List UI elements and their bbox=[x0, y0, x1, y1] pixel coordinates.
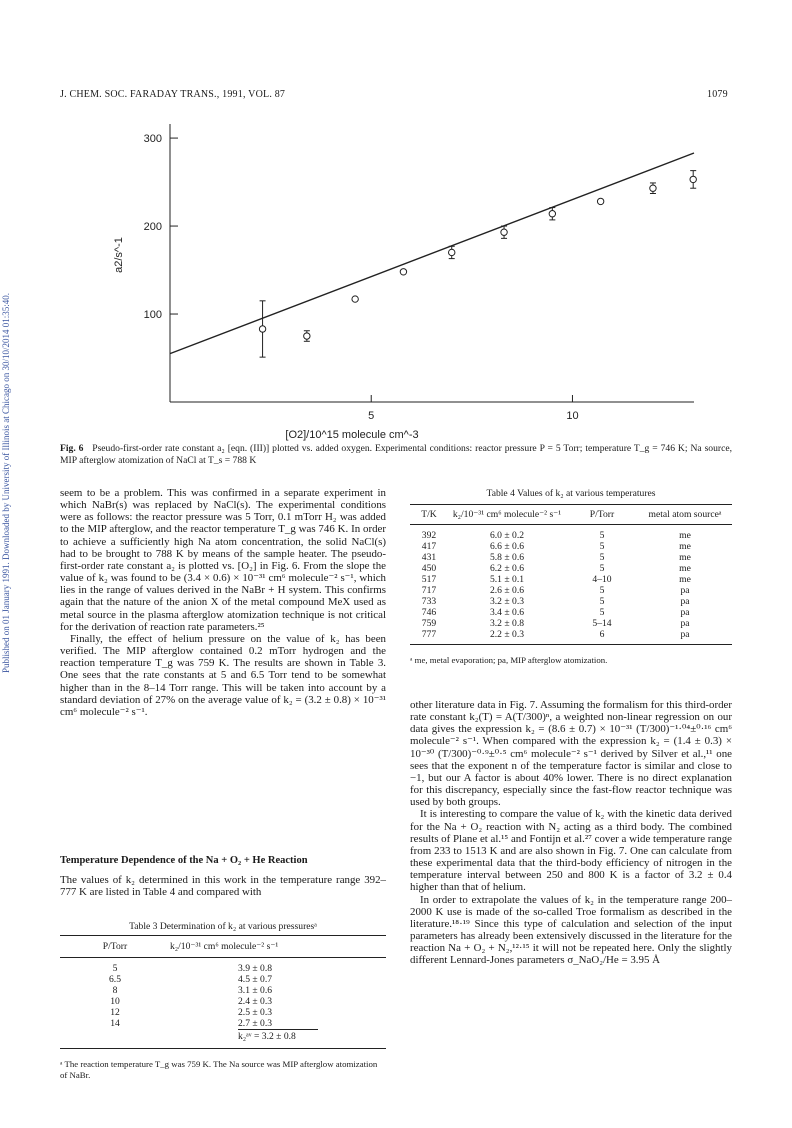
table-4-cell: 2.6 ± 0.6 bbox=[489, 585, 525, 596]
table-4-cell: 450 bbox=[421, 563, 437, 574]
table-4-row bbox=[410, 563, 732, 574]
data-point bbox=[650, 185, 656, 191]
table-3-header: P/Torr bbox=[102, 941, 128, 952]
table-4-cell: 6.6 ± 0.6 bbox=[489, 541, 525, 552]
table-3-cell: 8 bbox=[112, 985, 118, 996]
table-4-cell: me bbox=[679, 541, 691, 552]
table-3-row bbox=[60, 1018, 386, 1029]
table-4-cell: 2.2 ± 0.3 bbox=[489, 629, 525, 640]
data-point bbox=[304, 333, 310, 339]
y-tick-label: 200 bbox=[143, 221, 162, 234]
data-point bbox=[690, 176, 696, 182]
table-4-cell: 5 bbox=[599, 530, 605, 541]
table-4-cell: 3.2 ± 0.8 bbox=[489, 618, 525, 629]
table-4-header: metal atom sourceᵃ bbox=[648, 509, 722, 520]
table-3-cell: 5 bbox=[112, 963, 118, 974]
table-4-cell: 777 bbox=[421, 629, 437, 640]
table-4-cell: 517 bbox=[421, 574, 437, 585]
table-3-cell: 12 bbox=[110, 1007, 120, 1018]
x-axis-label: [O2]/10^15 molecule cm^-3 bbox=[285, 429, 419, 441]
table-4-cell: 3.2 ± 0.3 bbox=[489, 596, 525, 607]
data-point bbox=[449, 249, 455, 255]
table-4-row bbox=[410, 596, 732, 607]
table-3-cell: 4.5 ± 0.7 bbox=[238, 974, 273, 985]
table-4-cell: 5–14 bbox=[592, 618, 612, 629]
table-4-row bbox=[410, 574, 732, 585]
table-3-average: k₂ᵃᵛ = 3.2 ± 0.8 bbox=[238, 1029, 318, 1042]
table-3-cell: 2.4 ± 0.3 bbox=[238, 996, 273, 1007]
table-3-row bbox=[60, 958, 386, 975]
table-4-title: Table 4 Values of k₂ at various temperatures bbox=[486, 488, 656, 499]
data-point bbox=[597, 198, 603, 204]
table-4-cell: 6 bbox=[599, 629, 605, 640]
table-4-footnote: ᵃ me, metal evaporation; pa, MIP afterglow atomization. bbox=[410, 655, 608, 665]
table-4-row bbox=[410, 525, 732, 542]
table-3-row bbox=[60, 1007, 386, 1018]
table-3-cell: 3.9 ± 0.8 bbox=[238, 963, 273, 974]
table-4-row bbox=[410, 541, 732, 552]
table-3-row bbox=[60, 985, 386, 996]
section-heading: Temperature Dependence of the Na + O₂ + He Reaction bbox=[60, 855, 308, 866]
table-4-cell: pa bbox=[680, 585, 690, 596]
table-4-cell: 717 bbox=[421, 585, 437, 596]
y-tick-label: 300 bbox=[143, 133, 162, 146]
paragraph: In order to extrapolate the values of k₂ in the temperature range 200–2000 K use is made of the so-called Troe formalism as described in the literature.¹⁸·¹⁹ Since this type of calculation and selection of the input parameters has already been extensively discussed in the literature for the reaction Na + O₂ + N₂,¹²·¹⁵ it will not be repeated here. Only the slightly different Lennard-Jones parameters σ_NaO₂/He = 3.95 Å bbox=[410, 893, 732, 967]
figure-6-caption bbox=[60, 443, 732, 466]
caption-text: Pseudo-first-order rate constant a₂ [eqn. (III)] plotted vs. added oxygen. Experimental conditions: reactor pressure P = 5 Torr; temperature T_g = 746 K; Na source, MIP afterglow atomization of NaCl at T_s = 788 K bbox=[60, 443, 733, 466]
journal-header: J. CHEM. SOC. FARADAY TRANS., 1991, VOL. 87 bbox=[60, 89, 286, 100]
table-3-title: Table 3 Determination of k₂ at various pressuresᵃ bbox=[129, 921, 317, 932]
table-4-row bbox=[410, 607, 732, 618]
page-number: 1079 bbox=[707, 89, 728, 100]
table-4-header: k₂/10⁻³¹ cm⁶ molecule⁻² s⁻¹ bbox=[452, 509, 562, 520]
table-4-cell: pa bbox=[680, 618, 690, 629]
table-4-cell: 5.8 ± 0.6 bbox=[489, 552, 525, 563]
table-3-cell: 3.1 ± 0.6 bbox=[238, 985, 273, 996]
table-4-cell: me bbox=[679, 552, 691, 563]
fit-line bbox=[170, 153, 694, 354]
table-4-cell: 5 bbox=[599, 552, 605, 563]
table-4-cell: me bbox=[679, 563, 691, 574]
paragraph: other literature data in Fig. 7. Assuming the formalism for this third-order rate constant k₂(T) = A(T/300)ⁿ, a weighted non-linear regression on our data gives the expression k₂ = (8.6 ± 0.7) × 10⁻³¹ (T/300)⁻¹·⁰⁴±⁰·¹⁶ cm⁶ molecule⁻² s⁻¹. When compared with the expression k₂ = (1.4 ± 0.3) × 10⁻³⁰ (T/300)⁻⁰·⁹±⁰·⁵ cm⁶ molecule⁻² s⁻¹ derived by Silver et al.,¹¹ one sees that the exponent n of the temperature factor is similar and close to −1, but our A factor is about 40% lower. There is no direct explanation for this discrepancy, especially since the fast-flow reactor technique was used by both groups. bbox=[410, 699, 732, 809]
table-4-row bbox=[410, 629, 732, 640]
download-watermark: Published on 01 January 1991. Downloaded by University of Illinois at Chicago on 30/10/2014 01:35:40. bbox=[1, 293, 11, 673]
table-3-cell: 2.7 ± 0.3 bbox=[238, 1018, 273, 1029]
table-4-cell: 733 bbox=[421, 596, 437, 607]
table-4-cell: 5 bbox=[599, 563, 605, 574]
table-3-header: k₂/10⁻³¹ cm⁶ molecule⁻² s⁻¹ bbox=[170, 941, 279, 952]
table-4-cell: 746 bbox=[421, 607, 437, 618]
table-4-row bbox=[410, 618, 732, 629]
paragraph: Finally, the effect of helium pressure on the value of k₂ has been verified. The MIP afterglow contained 0.2 mTorr hydrogen and the reaction temperature T_g was 759 K. The results are shown in Table 3. One sees that the rate constants at 5 and 6.5 Torr tend to be somewhat higher than in the 8–14 Torr range. This will be taken into account by a standard deviation of 27% on the average value of k₂ = (3.2 ± 0.8) × 10⁻³¹ cm⁶ molecule⁻² s⁻¹. bbox=[60, 632, 386, 718]
caption-label: Fig. 6 bbox=[60, 443, 84, 454]
table-3-cell: 14 bbox=[110, 1018, 120, 1029]
table-4-cell: pa bbox=[680, 607, 690, 618]
table-3 bbox=[60, 935, 386, 1080]
table-4-header: P/Torr bbox=[589, 509, 615, 520]
table-4-cell: 6.0 ± 0.2 bbox=[489, 530, 525, 541]
table-4-cell: 392 bbox=[421, 530, 437, 541]
table-4-cell: pa bbox=[680, 629, 690, 640]
table-4-cell: me bbox=[679, 574, 691, 585]
data-point bbox=[549, 211, 555, 217]
table-3-footnote: ᵃ The reaction temperature T_g was 759 K. The Na source was MIP afterglow atomization of NaBr. bbox=[60, 1059, 378, 1080]
data-point bbox=[259, 326, 265, 332]
table-4-row bbox=[410, 552, 732, 563]
table-3-row bbox=[60, 974, 386, 985]
table-3-row bbox=[60, 996, 386, 1007]
table-4-cell: 6.2 ± 0.6 bbox=[489, 563, 525, 574]
figure-6-chart bbox=[100, 108, 720, 441]
paragraph: The values of k₂ determined in this work in the temperature range 392–777 K are listed in Table 4 and compared with bbox=[60, 874, 386, 899]
x-tick-label: 5 bbox=[368, 410, 375, 422]
table-4-cell: 5 bbox=[599, 607, 605, 618]
table-4-cell: 5 bbox=[599, 541, 605, 552]
table-4-cell: 417 bbox=[421, 541, 437, 552]
table-4-cell: 5 bbox=[599, 596, 605, 607]
table-4-cell: 5 bbox=[599, 585, 605, 596]
table-4-cell: 759 bbox=[421, 618, 437, 629]
table-3-cell: 6.5 bbox=[109, 974, 121, 985]
table-4 bbox=[410, 504, 732, 666]
data-point bbox=[400, 269, 406, 275]
paragraph: It is interesting to compare the value of k₂ with the kinetic data derived for the Na + O₂ reaction with N₂ acting as a third body. The combined results of Plane et al.¹⁵ and Fontijn et al.²⁷ cover a wide temperature range from 233 to 1513 K and are also shown in Fig. 7. One can calculate from these experimental data that the third-body efficiency of nitrogen in the temperature interval between 250 and 800 K is a factor of 3.2 ± 0.4 higher than that of helium. bbox=[410, 808, 732, 894]
table-4-cell: me bbox=[679, 530, 691, 541]
table-4-row bbox=[410, 585, 732, 596]
left-column bbox=[60, 487, 386, 718]
table-4-header: T/K bbox=[421, 509, 437, 520]
table-4-cell: 3.4 ± 0.6 bbox=[489, 607, 525, 618]
paragraph: seem to be a problem. This was confirmed in a separate experiment in which NaBr(s) was replaced by NaCl(s). The experimental conditions were as follows: the reactor pressure was 5 Torr, 0.1 mTorr H₂ was added to the MIP afterglow, and the reactor temperature T_g was 746 K. In order to achieve a sufficiently high Na atom concentration, the solid NaCl(s) had to be brought to 788 K by means of the sample heater. The pseudo-first-order rate constant a₂ is plotted vs. [O₂] in Fig. 6. From the slope the value of k₂ was found to be (3.4 × 0.6) × 10⁻³¹ cm⁶ molecule⁻² s⁻¹, which lies in the range of values derived in the NaBr + H system. This confirms again that the nature of the anion X of the metal compound MeX used as metal source in the plasma afterglow atomization technique is not critical for the derivation of reaction rate parameters.²⁵ bbox=[60, 487, 386, 633]
x-tick-label: 10 bbox=[566, 410, 579, 422]
table-4-cell: pa bbox=[680, 596, 690, 607]
right-column bbox=[410, 699, 732, 966]
data-point bbox=[501, 229, 507, 235]
table-4-cell: 4–10 bbox=[592, 574, 612, 585]
table-3-cell: 2.5 ± 0.3 bbox=[238, 1007, 273, 1018]
y-axis-label: a2/s^-1 bbox=[113, 237, 125, 273]
table-4-cell: 5.1 ± 0.1 bbox=[489, 574, 525, 585]
table-4-cell: 431 bbox=[421, 552, 437, 563]
y-tick-label: 100 bbox=[143, 309, 162, 322]
data-point bbox=[352, 296, 358, 302]
left-column-cont bbox=[60, 874, 386, 898]
table-3-cell: 10 bbox=[110, 996, 120, 1007]
